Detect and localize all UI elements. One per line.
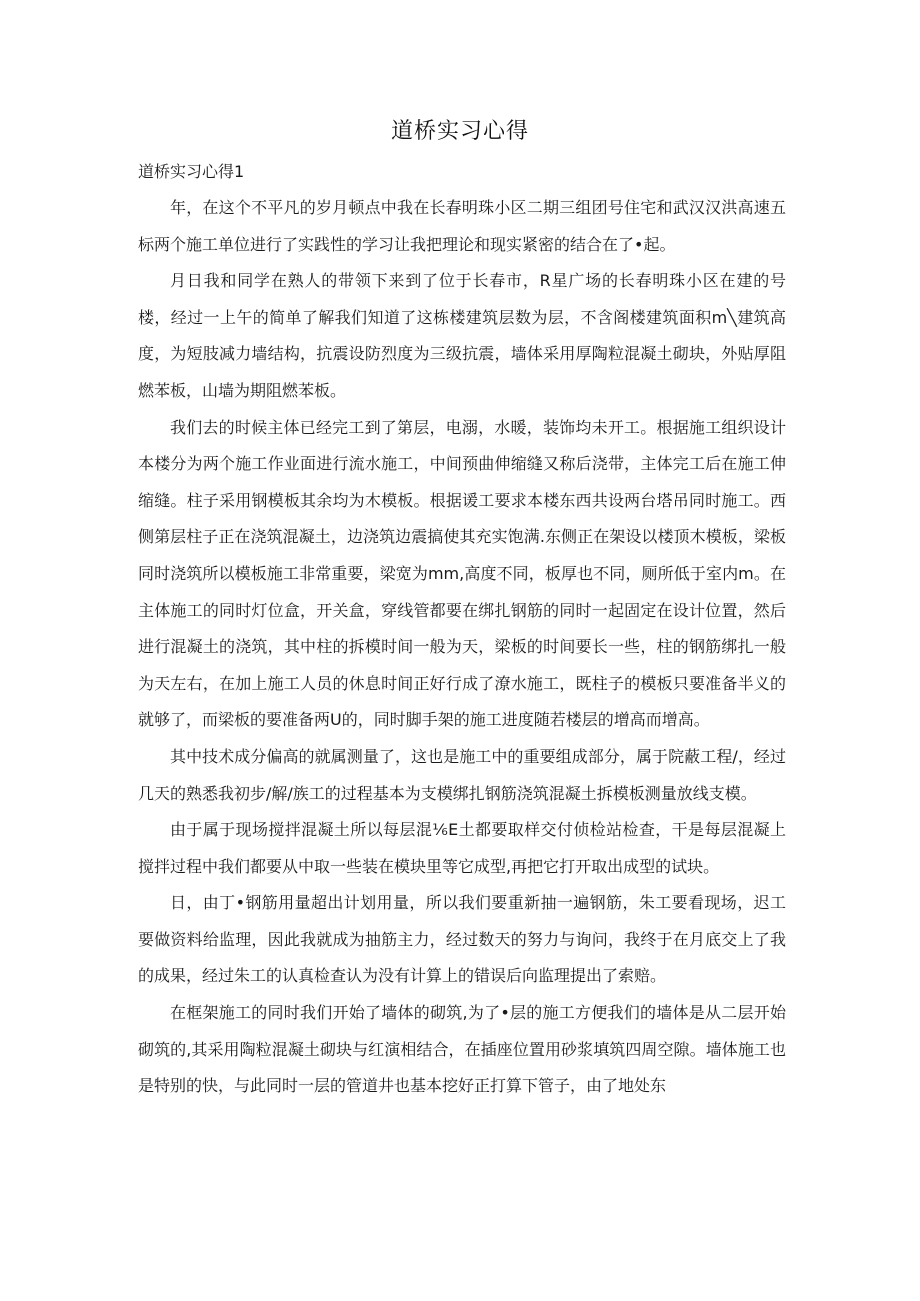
section-heading: 道桥实习心得1 [138,162,245,181]
document-title: 道桥实习心得 [390,119,529,144]
paragraph: 在框架施工的同时我们开始了墙体的砌筑,为了•层的施工方便我们的墙体是从二层开始砌筑的,其采用陶粒混凝土砌块与红演相结合，在插座位置用砂浆填筑四周空隙。墙体施工也是特别的快，与此同时一层的管道井也基本挖好正打算下管子，由了地处东 [138,1003,786,1096]
paragraph: 日，由丁•钢筋用量超出计划用量，所以我们要重新抽一遍钢筋，朱工要看现场，迟工要做资料给监理，因此我就成为抽筋主力，经过数天的努力与询问，我终于在月底交上了我的成果，经过朱工的认真检查认为没有计算上的错误后向监理提出了索赔。 [138,893,786,986]
paragraph: 其中技术成分偏高的就属测量了，这也是施工中的重要组成部分，属于院蔽工程/，经过几天的熟悉我初步/解/族工的过程基本为支模绑扎钢筋浇筑混凝土拆模板测量放线支模。 [138,746,786,803]
paragraph: 我们去的时候主体已经完工到了第层，电溺，水暖，装饰均未开工。根据施工组织设计本楼分为两个施工作业面进行流水施工，中间预曲伸缩缝又称后浇带，主体完工后在施工伸缩缝。柱子采用钢模板其余均为木模板。根据谖工要求本楼东西共设两台塔吊同时施工。西侧第层柱子正在浇筑混凝土，边浇筑边震搞使其充实饱满.东侧正在架设以楼顶木模板，梁板同时浇筑所以模板施工非常重要，梁宽为mm,高度不同，板厚也不同，厕所低于室内m。在主体施工的同时灯位盒，开关盒，穿线管都要在绑扎钢筋的同时一起固定在设计位置，然后进行混凝土的浇筑，其中柱的拆模时间一般为天，梁板的时间要长一些，柱的钢筋绑扎一般为天左右，在加上施工人员的休息时间正好行成了潦水施工，既柱子的模板只要准备半义的就够了，而梁板的要准备两U的，同时脚手架的施工进度随若楼层的增高而增高。 [138,417,786,730]
paragraph: 由于属于现场搅拌混凝土所以每层混⅙E土都要取样交付侦检站检查，干是每层混凝上搅拌过程中我们都要从中取一些装在模块里等它成型,再把它打开取出成型的试块。 [138,820,786,876]
paragraph: 年，在这个不平凡的岁月顿点中我在长春明珠小区二期三组团号住宅和武汉汉洪高速五标两个施工单位进行了实践性的学习让我把理论和现实紧密的结合在了•起。 [138,198,786,254]
document-body [138,190,786,1105]
paragraph: 月日我和同学在熟人的带领下来到了位于长春市，R星广场的长春明珠小区在建的号楼，经过一上午的简单了解我们知道了这栋楼建筑层数为层，不含阁楼建筑面积m╲建筑高度，为短肢减力墙结构，抗震设防烈度为三级抗震，墙体采用厚陶粒混凝土砌块，外贴厚阻燃苯板，山墙为期阻燃苯板。 [138,271,786,400]
